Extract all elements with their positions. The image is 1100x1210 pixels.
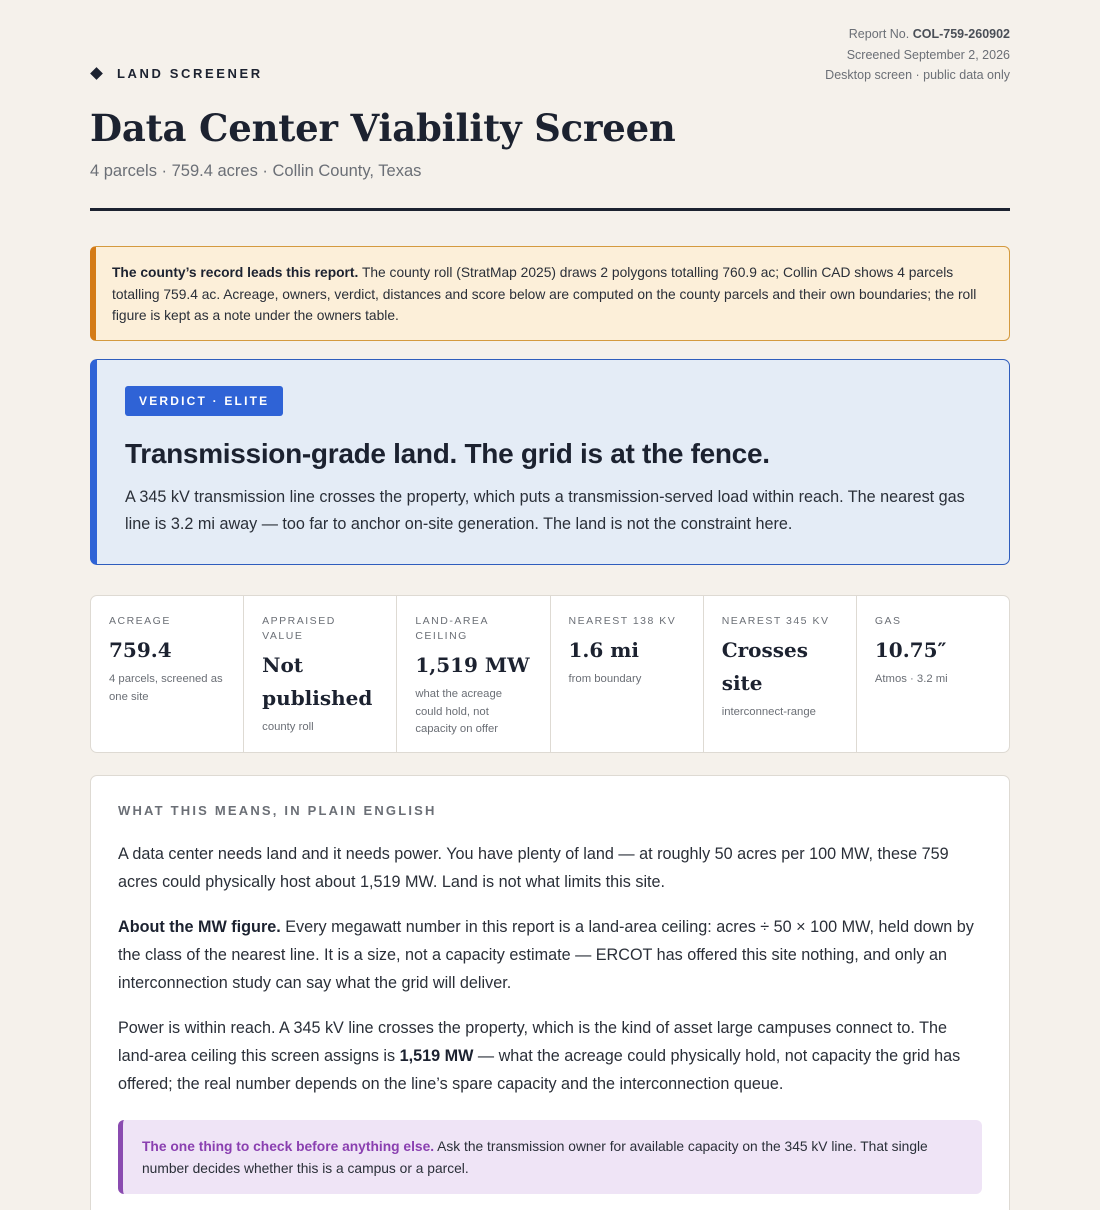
brand-name: LAND SCREENER <box>117 66 263 81</box>
stat-note: interconnect-range <box>721 706 816 718</box>
power-text-a: Power is within reach. A 345 kV line crosses the property, which is the kind of asset large campuses connect to. The land-area ceiling this screen assigns is <box>118 1019 947 1065</box>
stat-label: GAS <box>874 615 902 627</box>
stat-label: APPRAISED VALUE <box>262 615 336 642</box>
page-subtitle: 4 parcels · 759.4 acres · Collin County, Texas <box>90 162 422 180</box>
verdict-body: A 345 kV transmission line crosses the property, which puts a transmission-served load within reach. The nearest gas line is 3.2 mi away — too far to anchor on-site generation. The land is not the constraint here. <box>125 488 965 533</box>
mw-figure-lead: About the MW figure. <box>118 918 281 936</box>
report-number-label: Report No. <box>848 27 910 41</box>
county-record-callout <box>90 246 1010 341</box>
report-number-value: COL-759-260902 <box>912 27 1010 41</box>
stat-acreage <box>91 596 244 752</box>
stat-note: from boundary <box>568 673 642 685</box>
stat-value: 1,519 MW <box>415 653 530 677</box>
mw-figure-paragraph <box>118 913 982 997</box>
stat-nearest-138kv <box>551 596 704 752</box>
stat-label: NEAREST 345 KV <box>721 615 830 627</box>
section-heading: WHAT THIS MEANS, IN PLAIN ENGLISH <box>118 803 437 818</box>
stat-label: NEAREST 138 KV <box>568 615 677 627</box>
page-title: Data Center Viability Screen <box>90 106 676 150</box>
stat-gas <box>857 596 1009 752</box>
stat-note: what the acreage could hold, not capacity on offer <box>415 688 503 735</box>
callout-body: The county roll (StratMap 2025) draws 2 polygons totalling 760.9 ac; Collin CAD shows 4 parcels totalling 759.4 ac. Acreage, owners, verdict, distances and score below are computed on the county parcels and their own boundaries; the roll figure is kept as a note under the owners table. <box>112 265 977 323</box>
plain-paragraph: A data center needs land and it needs power. You have plenty of land — at roughly 50 acres per 100 MW, these 759 acres could physically host about 1,519 MW. Land is not what limits this site. <box>118 845 949 891</box>
stat-value: Crosses site <box>721 638 808 695</box>
check-lead: The one thing to check before anything else. <box>142 1139 435 1154</box>
report-scope: Desktop screen · public data only <box>825 68 1010 82</box>
stat-value: 10.75″ <box>874 638 947 662</box>
report-number <box>825 24 1010 45</box>
verdict-badge: VERDICT · ELITE <box>125 386 283 416</box>
check-body: Ask the transmission owner for available capacity on the 345 kV line. That single number decides whether this is a campus or a parcel. <box>142 1139 928 1176</box>
stats-strip <box>90 595 1010 753</box>
verdict-headline: Transmission-grade land. The grid is at the fence. <box>125 438 770 469</box>
stat-land-area-ceiling <box>397 596 550 752</box>
power-text-b: — what the acreage could physically hold, not capacity the grid has offered; the real number depends on the line’s spare capacity and the interconnection queue. <box>118 1047 961 1093</box>
power-mw-value: 1,519 MW <box>399 1047 474 1065</box>
mw-figure-body: Every megawatt number in this report is a land-area ceiling: acres ÷ 50 × 100 MW, held down by the class of the nearest line. It is a size, not a capacity estimate — ERCOT has offered this site nothing, and only an interconnection study can say what the grid will deliver. <box>118 918 974 992</box>
stat-label: LAND-AREA CEILING <box>415 615 489 642</box>
stat-value: 759.4 <box>109 638 172 662</box>
verdict-panel <box>90 359 1010 565</box>
check-first-callout <box>118 1120 982 1194</box>
brand <box>90 66 263 81</box>
stat-note: Atmos · 3.2 mi <box>874 673 948 685</box>
plain-english-section <box>90 775 1010 1210</box>
power-paragraph <box>118 1014 982 1098</box>
header-divider <box>90 208 1010 211</box>
stat-value: Not published <box>262 653 373 710</box>
stat-value: 1.6 mi <box>568 638 640 662</box>
stat-note: county roll <box>262 721 314 733</box>
diamond-icon <box>90 67 103 80</box>
stat-label: ACREAGE <box>109 615 171 627</box>
report-meta <box>825 24 1010 86</box>
stat-appraised-value <box>244 596 397 752</box>
stat-note: 4 parcels, screened as one site <box>109 673 223 703</box>
callout-lead: The county’s record leads this report. <box>112 265 359 280</box>
stat-nearest-345kv <box>704 596 857 752</box>
screened-date: Screened September 2, 2026 <box>846 47 1010 62</box>
